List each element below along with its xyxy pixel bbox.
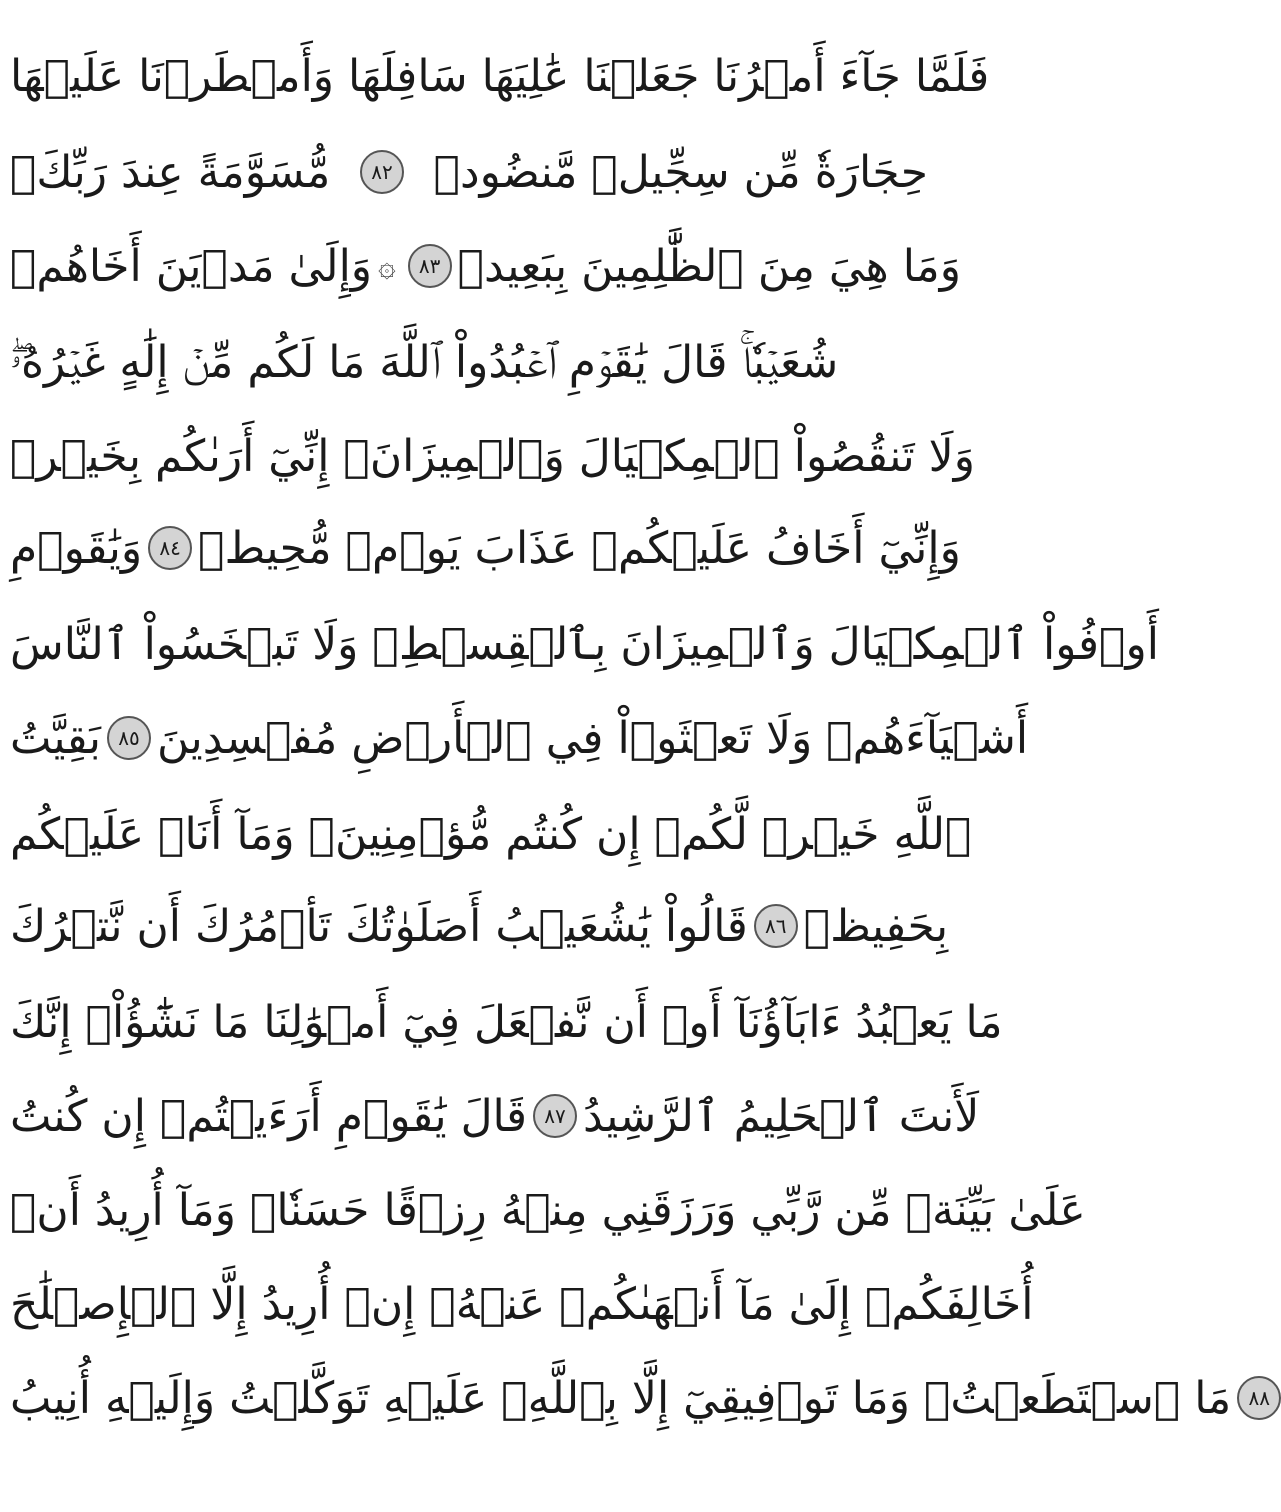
ayah-number-marker: ٨٦ bbox=[754, 904, 798, 948]
text-line-9 bbox=[10, 786, 972, 882]
text-line-12 bbox=[10, 1068, 980, 1164]
verse-text: وَإِنِّيٓ أَخَافُ عَلَيۡكُمۡ عَذَابَ يَوۡمٖ مُّحِيطٖ bbox=[198, 522, 961, 574]
ayah-number-marker: ٨٢ bbox=[360, 150, 404, 194]
text-line-5 bbox=[10, 408, 976, 504]
verse-text: مُّسَوَّمَةً عِندَ رَبِّكَۖ bbox=[10, 146, 331, 198]
verse-text: أَشۡيَآءَهُمۡ وَلَا تَعۡثَوۡاْ فِي ٱلۡأَرۡضِ مُفۡسِدِينَ bbox=[157, 712, 1029, 764]
ayah-number-marker: ٨٣ bbox=[408, 244, 452, 288]
verse-text: لَأَنتَ ٱلۡحَلِيمُ ٱلرَّشِيدُ bbox=[582, 1090, 980, 1142]
text-line-8 bbox=[10, 690, 1029, 786]
ayah-number-marker: ٨٤ bbox=[148, 526, 192, 570]
text-line-4 bbox=[10, 314, 928, 410]
verse-text: فَلَمَّا جَآءَ أَمۡرُنَا جَعَلۡنَا عَٰلِيَهَا سَافِلَهَا وَأَمۡطَرۡنَا عَلَيۡهَا bbox=[10, 50, 990, 102]
text-line-6 bbox=[10, 500, 961, 596]
text-line-1 bbox=[10, 28, 990, 124]
text-line-10 bbox=[10, 878, 949, 974]
verse-text: بِحَفِيظٖ bbox=[803, 900, 949, 952]
verse-text: وَيَٰقَوۡمِ bbox=[10, 522, 143, 574]
verse-text: قَالُواْ يَٰشُعَيۡبُ أَصَلَوٰتُكَ تَأۡمُرُكَ أَن نَّتۡرُكَ bbox=[10, 900, 748, 952]
verse-text: مَا يَعۡبُدُ ءَابَآؤُنَآ أَوۡ أَن نَّفۡعَلَ فِيٓ أَمۡوَٰلِنَا مَا نَشَٰٓؤُاْۖ إِنَّكَ bbox=[10, 996, 1003, 1048]
text-line-13 bbox=[10, 1162, 1086, 1258]
text-line-3 bbox=[10, 218, 961, 314]
verse-text: ٱللَّهِ خَيۡرٞ لَّكُمۡ إِن كُنتُم مُّؤۡمِنِينَۚ وَمَآ أَنَا۠ عَلَيۡكُم bbox=[10, 808, 972, 860]
ayah-number-marker: ٨٥ bbox=[107, 716, 151, 760]
text-line-2 bbox=[10, 124, 928, 220]
verse-text: قَالَ يَٰقَوۡمِ أَرَءَيۡتُمۡ إِن كُنتُ bbox=[10, 1090, 527, 1142]
verse-text: أُخَالِفَكُمۡ إِلَىٰ مَآ أَنۡهَىٰكُمۡ عَنۡهُۚ إِنۡ أُرِيدُ إِلَّا ٱلۡإِصۡلَٰحَ bbox=[10, 1278, 1034, 1330]
verse-text: أَوۡفُواْ ٱلۡمِكۡيَالَ وَٱلۡمِيزَانَ بِٱلۡقِسۡطِۖ وَلَا تَبۡخَسُواْ ٱلنَّاسَ bbox=[10, 618, 1159, 670]
verse-text: شُعَيۡبٗاۚ قَالَ يَٰقَوۡمِ ٱعۡبُدُواْ ٱللَّهَ مَا لَكُم مِّنۡ إِلَٰهٍ غَيۡرُهُۥۖ bbox=[10, 336, 839, 388]
verse-text: بَقِيَّتُ bbox=[10, 712, 101, 764]
text-line-11 bbox=[10, 974, 1003, 1070]
ayah-number-marker: ٨٧ bbox=[533, 1094, 577, 1138]
text-line-7 bbox=[10, 596, 1159, 692]
verse-text: وَإِلَىٰ مَدۡيَنَ أَخَاهُمۡ bbox=[10, 240, 373, 292]
verse-text: مَا ٱسۡتَطَعۡتُۚ وَمَا تَوۡفِيقِيٓ إِلَّا بِٱللَّهِۚ عَلَيۡهِ تَوَكَّلۡتُ وَإِلَيۡهِ أُنِيبُ bbox=[10, 1372, 1232, 1424]
verse-text: وَمَا هِيَ مِنَ ٱلظَّٰلِمِينَ بِبَعِيدٖ bbox=[457, 240, 961, 292]
verse-text: وَلَا تَنقُصُواْ ٱلۡمِكۡيَالَ وَٱلۡمِيزَانَۖ إِنِّيٓ أَرَىٰكُم بِخَيۡرٖ bbox=[10, 430, 976, 482]
text-line-14 bbox=[10, 1256, 1034, 1352]
ayah-number-marker: ٨٨ bbox=[1237, 1376, 1281, 1420]
hizb-star-icon: ۞ bbox=[378, 248, 396, 284]
text-line-15 bbox=[10, 1350, 1270, 1446]
verse-text: عَلَىٰ بَيِّنَةٖ مِّن رَّبِّي وَرَزَقَنِي مِنۡهُ رِزۡقًا حَسَنٗاۚ وَمَآ أُرِيدُ أَنۡ bbox=[10, 1184, 1086, 1236]
verse-text: حِجَارَةٗ مِّن سِجِّيلٖ مَّنضُودٖ bbox=[433, 146, 928, 198]
